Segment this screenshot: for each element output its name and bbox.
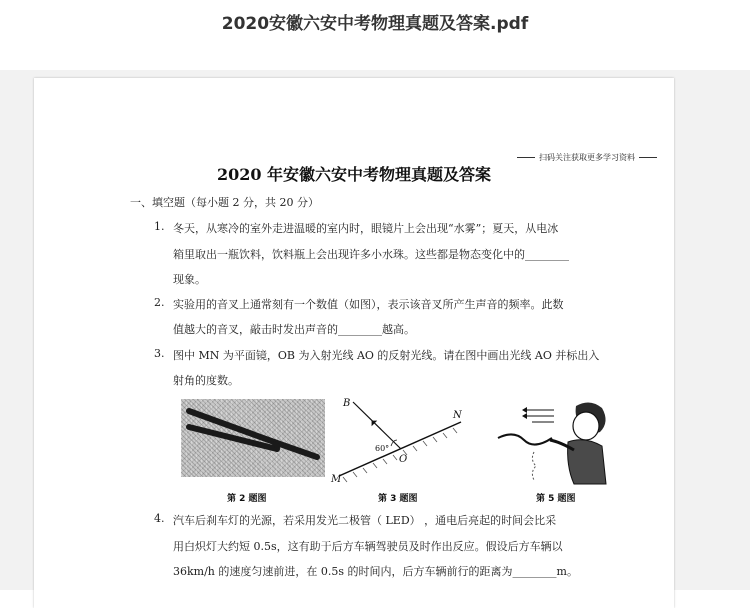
question-3-line: 射角的度数。 [173,374,239,387]
question-3-number: 3. [154,347,165,360]
document-viewer[interactable] [0,70,750,590]
file-title: 2020安徽六安中考物理真题及答案.pdf [221,14,529,34]
question-1-line: 箱里取出一瓶饮料，饮料瓶上会出现许多小水珠。这些都是物态变化中的________ [173,248,569,261]
label-m: M [331,474,342,485]
reflected-ray [353,402,401,449]
pdf-page [34,78,674,608]
promo-text: 扫码关注获取更多学习资料 [539,153,635,162]
paper-strip [498,434,552,444]
label-o: O [399,454,408,465]
question-2-number: 2. [154,296,165,309]
tuning-fork-photo [181,399,325,477]
mirror-line [339,422,461,476]
label-b: B [343,398,351,409]
question-4-line: 用白炽灯大约短 0.5s，这有助于后方车辆驾驶员及时作出反应。假设后方车辆以 [173,540,563,553]
section-heading: 一、填空题（每小题 2 分，共 20 分） [130,196,319,209]
document-title: 2020 年安徽六安中考物理真题及答案 [216,165,492,184]
question-4-number: 4. [154,512,165,525]
question-1-number: 1. [154,220,165,233]
question-2-line: 实验用的音叉上通常刻有一个数值（如图），表示该音叉所产生声音的频率。此数 [173,298,564,311]
question-4-line: 汽车后刹车灯的光源，若采用发光二极管（ LED） ，通电后亮起的时间会比采 [173,514,557,527]
figure-5-caption: 第 5 题图 [536,494,576,504]
question-4-line: 36km/h 的速度匀速前进，在 0.5s 的时间内，后方车辆前行的距离为________m。 [173,565,578,578]
question-2-line: 值越大的音叉，敲击时发出声音的________越高。 [173,323,415,336]
figure-2-caption: 第 2 题图 [227,494,267,504]
mirror-diagram [329,396,469,488]
figure-3-caption: 第 3 题图 [378,494,418,504]
promo-rule-left [517,157,535,158]
viewer-header [0,0,750,70]
promo-rule-right [639,157,657,158]
label-n: N [453,410,462,421]
boy-blowing-illustration [494,396,614,488]
question-1-line: 现象。 [173,273,206,286]
angle-label: 60° [375,444,390,453]
question-3-line: 图中 MN 为平面镜，OB 为入射光线 AO 的反射光线。请在图中画出光线 AO 并标出入 [173,349,600,362]
question-1-line: 冬天，从寒冷的室外走进温暖的室内时，眼镜片上会出现“水雾”；夏天，从电冰 [173,222,559,235]
tuning-fork-icon [181,399,325,477]
